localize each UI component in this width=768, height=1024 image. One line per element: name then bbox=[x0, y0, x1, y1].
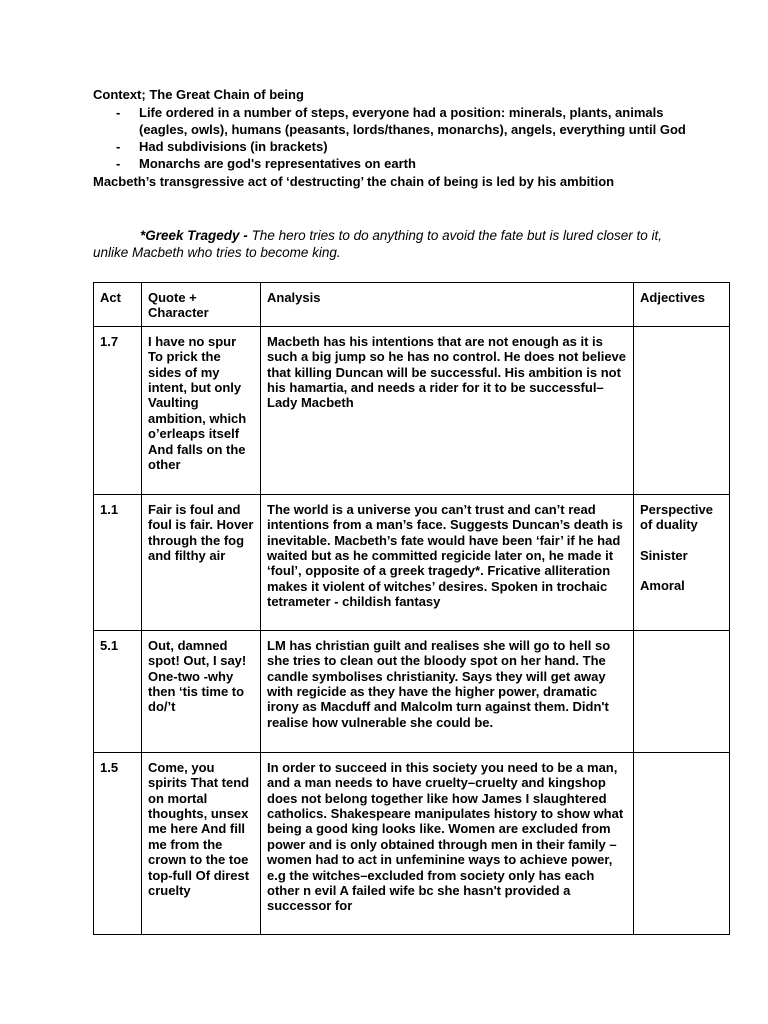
cell-adjectives bbox=[634, 494, 730, 630]
adjective: Perspective of duality bbox=[640, 501, 713, 533]
context-bullet-text: Monarchs are god's representatives on earth bbox=[139, 156, 416, 171]
cell-adjectives bbox=[634, 752, 730, 934]
context-bullet bbox=[93, 155, 693, 172]
cell-quote: Fair is foul and foul is fair. Hover through the fog and filthy air bbox=[142, 494, 261, 630]
bullet-dash: - bbox=[116, 105, 121, 120]
cell-quote: Come, you spirits That tend on mortal thoughts, unsex me here And fill me from the crown to the toe top-full Of direst cruelty bbox=[142, 752, 261, 934]
greek-tragedy-note bbox=[93, 227, 693, 261]
context-bullet-list bbox=[93, 104, 693, 172]
greek-tragedy-label: *Greek Tragedy - bbox=[140, 228, 248, 243]
quote-analysis-table bbox=[93, 282, 730, 935]
context-bullet-text: Life ordered in a number of steps, everyone had a position: minerals, plants, animals (eagles, owls), humans (peasants, lords/thanes, monarchs), angels, everything until God bbox=[139, 105, 686, 137]
context-section bbox=[93, 86, 693, 190]
adjective: Sinister bbox=[640, 547, 688, 563]
cell-analysis: LM has christian guilt and realises she will go to hell so she tries to clean out the bloody spot on her hand. The candle symbolises christianity. Says they will get away with regicide as they have the higher power, dramatic irony as Macduff and Malcolm turn against them. Didn't realise how vulnerable she could be. bbox=[261, 630, 634, 752]
table-row bbox=[94, 326, 730, 494]
context-heading: Context; The Great Chain of being bbox=[93, 87, 304, 102]
header-act: Act bbox=[94, 283, 142, 327]
context-bullet bbox=[93, 138, 693, 155]
header-analysis: Analysis bbox=[261, 283, 634, 327]
cell-act: 1.1 bbox=[94, 494, 142, 630]
table-row bbox=[94, 630, 730, 752]
context-bullet-text: Had subdivisions (in brackets) bbox=[139, 139, 328, 154]
cell-analysis: The world is a universe you can’t trust and can’t read intentions from a man’s face. Suggests Duncan’s death is inevitable. Macbeth’s fate would have been ‘fair’ if he had waited but as he committed regicide later on, he made it ‘foul’, opposite of a greek tragedy*. Fricative alliteration makes it violent of witches’ desires. Spoken in trochaic tetrameter - childish fantasy bbox=[261, 494, 634, 630]
greek-tragedy-text: The hero tries to do anything to avoid the fate but is lured closer to it, unlike Macbeth who tries to become king. bbox=[93, 228, 663, 260]
cell-analysis: Macbeth has his intentions that are not enough as it is such a big jump so he has no control. He does not believe that killing Duncan will be successful. His ambition is not his hamartia, and needs a rider for it to be successful–Lady Macbeth bbox=[261, 326, 634, 494]
context-summary: Macbeth’s transgressive act of ‘destructing’ the chain of being is led by his ambition bbox=[93, 174, 615, 189]
header-adjectives: Adjectives bbox=[634, 283, 730, 327]
cell-quote: Out, damned spot! Out, I say! One-two -why then ‘tis time to do/’t bbox=[142, 630, 261, 752]
table-header-row bbox=[94, 283, 730, 327]
cell-adjectives bbox=[634, 326, 730, 494]
adjective-spacer bbox=[640, 563, 723, 578]
cell-act: 1.7 bbox=[94, 326, 142, 494]
bullet-dash: - bbox=[116, 139, 121, 154]
table-row bbox=[94, 752, 730, 934]
cell-act: 1.5 bbox=[94, 752, 142, 934]
adjective: Amoral bbox=[640, 578, 685, 594]
context-bullet bbox=[93, 104, 693, 138]
bullet-dash: - bbox=[116, 156, 121, 171]
cell-adjectives bbox=[634, 630, 730, 752]
cell-analysis: In order to succeed in this society you need to be a man, and a man needs to have cruelty–cruelty and kingshop does not belong together like how James I slaughtered catholics. Shakespeare manipulates history to show what being a good king looks like. Women are excluded from power and is only obtained through men in their family – women had to act in unfeminine ways to achieve power, e.g the witches–excluded from society only has each other n evil A failed wife bc she hasn't provided a successor for bbox=[261, 752, 634, 934]
cell-quote: I have no spur To prick the sides of my intent, but only Vaulting ambition, which o’erleaps itself And falls on the other bbox=[142, 326, 261, 494]
header-quote: Quote + Character bbox=[142, 283, 261, 327]
cell-act: 5.1 bbox=[94, 630, 142, 752]
adjective-spacer bbox=[640, 533, 723, 548]
table-row bbox=[94, 494, 730, 630]
